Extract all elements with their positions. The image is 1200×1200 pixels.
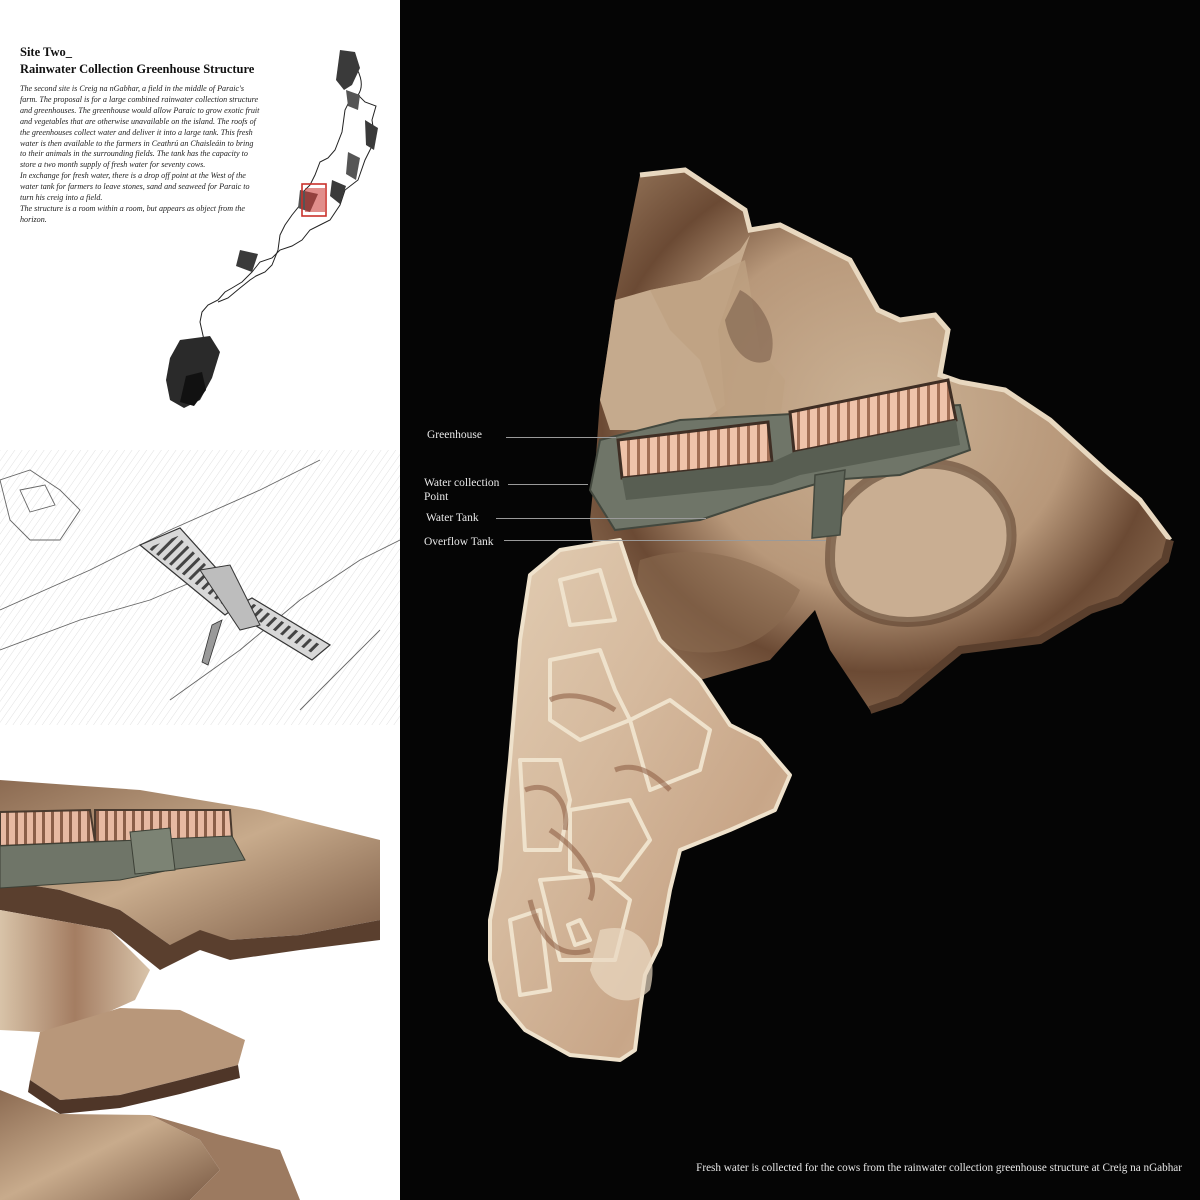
leader-line: [508, 484, 588, 485]
label-greenhouse: Greenhouse: [427, 429, 482, 441]
terrain-shading: [166, 50, 378, 408]
left-panel: [0, 0, 400, 1200]
structure-title: Rainwater Collection Greenhouse Structure: [20, 62, 255, 76]
site-plan-drawing: [0, 450, 400, 725]
description-paragraph: In exchange for fresh water, there is a drop off point at the West of the water tank for farmers to leave stones, sand and seaweed for Paraic to turn his creig into a field.: [20, 171, 250, 203]
label-water-collection-line1: Water collection: [424, 477, 500, 489]
island-location-map: [160, 40, 390, 420]
description-paragraph: The second site is Creig na nGabhar, a field in the middle of Paraic's farm. The proposal is for a large combined rainwater collection structure and greenhouses. The greenhouse would allow Paraic to grow exotic fruit and vegetables that are otherwise unavailable on the island. The roofs of the greenhouses collect water and deliver it into a large tank. This fresh water is then available to the farmers in Ceathrú an Chaisleáin to bring to their animals in the surrounding fields. The tank has the capacity to store a two month supply of fresh water for seventy cows.: [20, 84, 260, 170]
label-water-collection-line2: Point: [424, 491, 449, 503]
model-stain: [830, 464, 1012, 622]
label-overflow-tank: Overflow Tank: [424, 536, 494, 548]
label-water-collection: [424, 476, 499, 504]
leader-line: [506, 437, 616, 438]
leader-line: [504, 540, 826, 541]
model-top-view-photo: [400, 0, 1200, 1200]
description-paragraph: The structure is a room within a room, but appears as object from the horizon.: [20, 203, 245, 224]
leader-line: [496, 518, 706, 519]
selected-site-fill: [305, 188, 325, 212]
concrete-tank: [130, 828, 175, 874]
concrete-channel: [812, 470, 845, 538]
site-title: Site Two_: [20, 45, 72, 59]
label-water-tank: Water Tank: [426, 512, 479, 524]
island-outline: [190, 60, 376, 390]
photo-caption: Fresh water is collected for the cows from the rainwater collection greenhouse structure at Creig na nGabhar: [696, 1162, 1182, 1174]
model-perspective-photo: [0, 770, 400, 1200]
model-photo-panel: [400, 0, 1200, 1200]
